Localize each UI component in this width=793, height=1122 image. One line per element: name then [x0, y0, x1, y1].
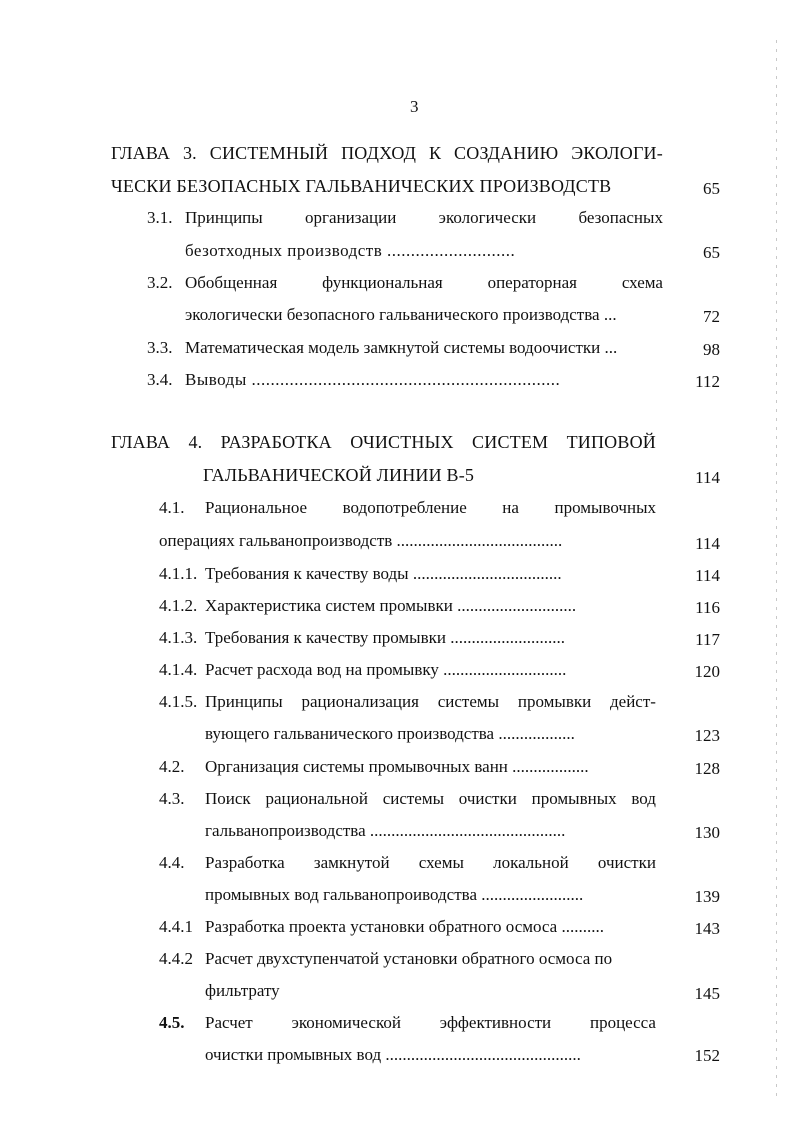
chapter-3-title-line1: ГЛАВА 3. СИСТЕМНЫЙ ПОДХОД К СОЗДАНИЮ ЭКОЛОГИ- [111, 143, 663, 163]
toc-4-4-line1: Разработка замкнутой схемы локальной очистки [205, 853, 656, 872]
toc-4-1-5-page: 123 [694, 726, 720, 745]
toc-4-1-5-line1: Принципы рационализация системы промывки дейст- [205, 692, 656, 711]
toc-4-4-line2: промывных вод гальванопроиводства ........................ [205, 885, 584, 904]
toc-4-1-1-page: 114 [695, 566, 720, 585]
toc-4-1-2-line1: Характеристика систем промывки ............................ [205, 596, 577, 615]
toc-4-4-2-line2: фильтрату [205, 981, 280, 1000]
toc-num-4-4-1: 4.4.1 [159, 917, 193, 936]
page-number: 3 [410, 97, 419, 116]
toc-3-2-line1: Обобщенная функциональная операторная схема [185, 273, 663, 292]
toc-num-4-2: 4.2. [159, 757, 185, 776]
toc-4-4-1-page: 143 [694, 919, 720, 938]
toc-num-3-4: 3.4. [147, 370, 173, 389]
toc-4-1-line1: Рациональное водопотребление на промывочных [205, 498, 656, 517]
toc-num-4-4-2: 4.4.2 [159, 949, 193, 968]
toc-4-1-4-page: 120 [694, 662, 720, 681]
toc-4-3-line2: гальванопроизводства .............................................. [205, 821, 566, 840]
chapter-3-page: 65 [703, 179, 720, 198]
toc-3-1-line2: безотходных производств ........................... [185, 241, 516, 260]
scan-edge-line [776, 40, 777, 1100]
toc-4-1-2-page: 116 [695, 598, 720, 617]
toc-num-4-1: 4.1. [159, 498, 185, 517]
toc-4-5-page: 152 [694, 1046, 720, 1065]
toc-num-4-1-1: 4.1.1. [159, 564, 198, 583]
toc-4-1-page: 114 [695, 534, 720, 553]
toc-3-3-line1: Математическая модель замкнутой системы водоочистки ... [185, 338, 618, 357]
toc-num-4-1-3: 4.1.3. [159, 628, 198, 647]
toc-num-4-1-4: 4.1.4. [159, 660, 198, 679]
toc-4-4-page: 139 [694, 887, 720, 906]
chapter-3-title-line2: ЧЕСКИ БЕЗОПАСНЫХ ГАЛЬВАНИЧЕСКИХ ПРОИЗВОДСТВ [111, 176, 612, 196]
toc-4-5-line2: очистки промывных вод .............................................. [205, 1045, 581, 1064]
toc-3-2-page: 72 [703, 307, 720, 326]
chapter-4-page: 114 [695, 468, 720, 487]
toc-4-1-line2: операциях гальванопроизводств ....................................... [159, 531, 563, 550]
toc-4-4-1-line1: Разработка проекта установки обратного осмоса .......... [205, 917, 604, 936]
toc-num-4-4: 4.4. [159, 853, 185, 872]
toc-num-4-3: 4.3. [159, 789, 185, 808]
toc-4-1-1-line1: Требования к качеству воды ................................... [205, 564, 562, 583]
toc-num-4-1-2: 4.1.2. [159, 596, 198, 615]
toc-3-4-page: 112 [695, 372, 720, 391]
toc-num-4-1-5: 4.1.5. [159, 692, 198, 711]
toc-4-4-2-line1: Расчет двухступенчатой установки обратного осмоса по [205, 949, 613, 968]
toc-3-2-line2: экологически безопасного гальванического производства ... [185, 305, 617, 324]
toc-4-2-line1: Организация системы промывочных ванн .................. [205, 757, 589, 776]
toc-4-1-5-line2: вующего гальванического производства .................. [205, 724, 575, 743]
toc-4-3-page: 130 [694, 823, 720, 842]
toc-4-2-page: 128 [694, 759, 720, 778]
toc-4-1-3-page: 117 [695, 630, 720, 649]
toc-3-1-page: 65 [703, 243, 720, 262]
toc-3-1-line1: Принципы организации экологически безопасных [185, 208, 663, 227]
toc-num-4-5: 4.5. [159, 1013, 185, 1032]
chapter-4-title-line2: ГАЛЬВАНИЧЕСКОЙ ЛИНИИ В-5 [203, 465, 475, 485]
toc-4-5-line1: Расчет экономической эффективности процесса [205, 1013, 656, 1032]
toc-3-4-line1: Выводы ................................................................. [185, 370, 561, 389]
toc-4-4-2-page: 145 [694, 984, 720, 1003]
chapter-4-title-line1: ГЛАВА 4. РАЗРАБОТКА ОЧИСТНЫХ СИСТЕМ ТИПОВОЙ [111, 432, 656, 452]
toc-4-3-line1: Поиск рациональной системы очистки промывных вод [205, 789, 656, 808]
toc-4-1-4-line1: Расчет расхода вод на промывку ............................. [205, 660, 567, 679]
toc-num-3-1: 3.1. [147, 208, 173, 227]
toc-4-1-3-line1: Требования к качеству промывки ........................... [205, 628, 565, 647]
toc-num-3-2: 3.2. [147, 273, 173, 292]
toc-num-3-3: 3.3. [147, 338, 173, 357]
toc-3-3-page: 98 [703, 340, 720, 359]
